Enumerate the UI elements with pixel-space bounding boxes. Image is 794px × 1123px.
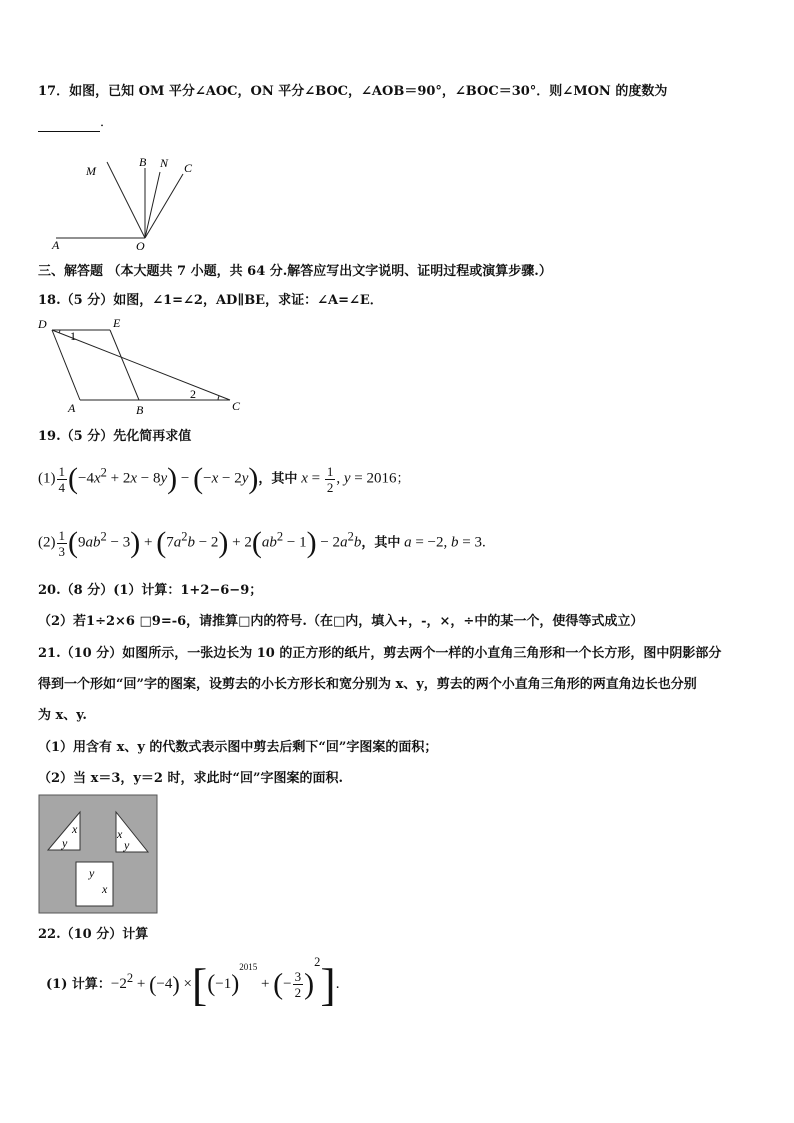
tri-right-y: y	[124, 838, 130, 852]
label-b2: B	[136, 403, 144, 417]
label-d: D	[38, 317, 47, 331]
q21-line1: 21.（10 分）如图所示，一张边长为 10 的正方形的纸片，剪去两个一样的小直角三角形和一个长方形，图中阴影部分	[38, 646, 722, 661]
label-angle1: 1	[70, 329, 76, 343]
seg-eb	[110, 330, 139, 400]
section-3-heading: 三、解答题 （本大题共 7 小题，共 64 分.解答应写出文字说明、证明过程或演算步骤.）	[38, 264, 552, 279]
ray-on	[145, 172, 160, 238]
q18-text: 18.（5 分）如图，∠1=∠2，AD∥BE，求证：∠A=∠E．	[38, 293, 383, 308]
seg-dc	[52, 330, 230, 400]
q22-part1: (1) 计算：$-2^2 + (-4) \times[(-1)^{2015}$ + (− $\frac{3}{2}$ )$^2$].	[46, 955, 340, 1011]
q21-line2: 得到一个形如“回”字的图案，设剪去的小长方形长和宽分别为 x、y，剪去的两个小直角三角形的两直角边长也分别	[38, 677, 697, 692]
tri-left-x: x	[72, 822, 78, 836]
label-a: A	[52, 238, 60, 252]
label-e: E	[113, 316, 121, 330]
q19-part1: (1) $\frac{1}{4}$ $(-4x^2 + 2x - 8y) - (-x - 2y)$，其中 x = $\frac{1}{2}$ , y = 2016；	[38, 462, 410, 495]
q20-text: 20.（8 分）(1）计算：1+2−6−9；	[38, 583, 263, 598]
label-angle2: 2	[190, 387, 196, 401]
q21-part2: （2）当 x＝3，y＝2 时，求此时“回”字图案的面积.	[38, 771, 343, 786]
q22-text: 22.（10 分）计算	[38, 927, 149, 942]
q19-text: 19.（5 分）先化简再求值	[38, 429, 192, 444]
label-c2: C	[232, 399, 241, 413]
ray-om	[107, 162, 145, 238]
ray-oc	[145, 174, 183, 238]
q21-part1: （1）用含有 x、y 的代数式表示图中剪去后剩下“回”字图案的面积；	[38, 740, 438, 755]
label-c: C	[184, 161, 193, 175]
q20-part2: （2）若1÷2×6 □9=-6，请推算□内的符号.（在□内，填入+，-，×，÷中的某一个，使得等式成立）	[38, 614, 644, 629]
rect-x: x	[102, 882, 108, 896]
q17-tail: ．	[100, 115, 114, 130]
label-b: B	[139, 155, 147, 169]
rect-y: y	[89, 866, 95, 880]
label-m: M	[86, 164, 96, 178]
q21-line3: 为 x、y.	[38, 708, 87, 723]
label-a2: A	[68, 401, 76, 415]
cut-rectangle	[76, 862, 113, 906]
tri-right-x: x	[117, 827, 123, 841]
label-n: N	[160, 156, 169, 170]
label-o: O	[136, 239, 145, 253]
q19-part2: (2) $\frac{1}{3}$ $(9ab^2 - 3) + (7a^2b - 2) + 2(ab^2 - 1) - 2a^2b$，其中 a = −2, b = 3.	[38, 526, 486, 559]
tri-left-y: y	[62, 836, 68, 850]
q17-text: 17．如图，已知 OM 平分∠AOC，ON 平分∠BOC，∠AOB＝90°，∠BOC＝30°．则∠MON 的度数为	[38, 84, 668, 99]
